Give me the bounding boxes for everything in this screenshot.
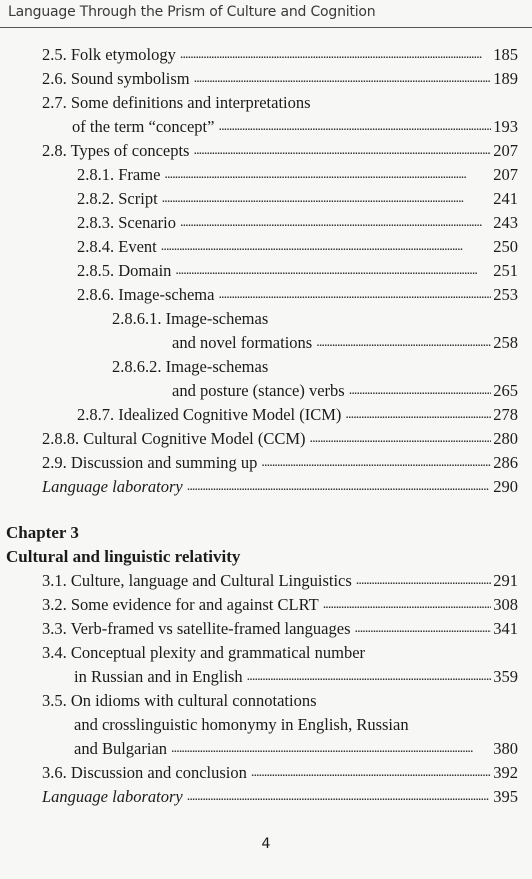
toc-number: 2.8. <box>42 141 67 160</box>
toc-number: 2.9. <box>42 453 67 472</box>
dot-leader <box>178 44 491 66</box>
chapter-title: Cultural and linguistic relativity <box>6 547 241 566</box>
toc-title: Sound symbolism <box>70 69 190 88</box>
toc-number: 2.8.1. <box>77 165 115 184</box>
dot-leader <box>354 570 491 592</box>
toc-entry <box>77 164 518 186</box>
dot-leader <box>162 164 491 186</box>
dot-leader <box>259 452 491 474</box>
toc-number: 2.6. <box>42 69 67 88</box>
dot-leader <box>308 428 492 450</box>
toc-entry <box>42 68 518 90</box>
toc-entry <box>42 476 518 498</box>
toc-number: 3.4. <box>42 643 67 662</box>
dot-leader <box>185 476 492 498</box>
toc-number: 2.5. <box>42 45 67 64</box>
toc-entry <box>42 140 518 162</box>
toc-title: Discussion and summing up <box>70 453 258 472</box>
toc-page: 241 <box>493 189 518 208</box>
chapter-label: Chapter 3 <box>6 523 79 542</box>
toc-number: 3.2. <box>42 595 67 614</box>
toc-number: 2.8.5. <box>77 261 115 280</box>
toc-title-line: and crosslinguistic homonymy in English, Russian <box>74 715 409 734</box>
toc-title-line: Some definitions and interpretations <box>70 93 311 112</box>
toc-title-line: Conceptual plexity and grammatical number <box>70 643 366 662</box>
toc-entry <box>74 666 518 688</box>
dot-leader <box>192 68 492 90</box>
toc-title: and novel formations <box>172 333 313 352</box>
toc-entry <box>42 618 518 640</box>
toc-entry <box>42 44 518 66</box>
toc-page: 395 <box>493 787 518 806</box>
toc-number: 2.8.8. <box>42 429 80 448</box>
toc-page: 185 <box>493 45 518 64</box>
toc-number: 2.7. <box>42 93 67 112</box>
toc-entry <box>172 380 518 402</box>
toc-entry <box>42 594 518 616</box>
toc-title: Some evidence for and against CLRT <box>70 595 319 614</box>
toc-page: 207 <box>493 141 518 160</box>
toc-page: 251 <box>493 261 518 280</box>
dot-leader <box>160 188 492 210</box>
toc-entry-line <box>112 356 268 378</box>
toc-title: Script <box>118 189 158 208</box>
toc-title: Idealized Cognitive Model (ICM) <box>118 405 342 424</box>
toc-entry <box>77 404 518 426</box>
dot-leader <box>173 260 491 282</box>
toc-entry <box>42 762 518 784</box>
toc-page: 207 <box>493 165 518 184</box>
toc-page: 258 <box>493 333 518 352</box>
toc-number: 3.1. <box>42 571 67 590</box>
toc-entry <box>172 332 518 354</box>
toc-entry <box>77 284 518 306</box>
toc-title: in Russian and in English <box>74 667 243 686</box>
toc-entry-line <box>42 690 317 712</box>
toc-title: Discussion and conclusion <box>70 763 247 782</box>
toc-number: 3.5. <box>42 691 67 710</box>
toc-number: 2.8.6.2. <box>112 357 162 376</box>
toc-page: 278 <box>493 405 518 424</box>
toc-page: 280 <box>493 429 518 448</box>
toc-page: 193 <box>493 117 518 136</box>
toc-title: Culture, language and Cultural Linguistics <box>70 571 352 590</box>
toc-page: 308 <box>493 595 518 614</box>
toc-title: Scenario <box>118 213 176 232</box>
toc-title: Folk etymology <box>70 45 176 64</box>
toc-page: 253 <box>493 285 518 304</box>
toc-page: 250 <box>493 237 518 256</box>
toc-number: 2.8.4. <box>77 237 115 256</box>
running-header: Language Through the Prism of Culture and Cognition <box>8 4 376 20</box>
toc-title: and Bulgarian <box>74 739 168 758</box>
toc-title: Frame <box>118 165 161 184</box>
toc-title: Event <box>118 237 157 256</box>
toc-entry-line <box>42 642 365 664</box>
dot-leader <box>347 380 492 402</box>
dot-leader <box>249 762 491 784</box>
toc-title: Verb-framed vs satellite-framed languages <box>70 619 351 638</box>
dot-leader <box>343 404 491 426</box>
toc-entry <box>77 260 518 282</box>
toc-page: 380 <box>493 739 518 758</box>
toc-number: 2.8.3. <box>77 213 115 232</box>
toc-title: Language laboratory <box>42 787 183 806</box>
dot-leader <box>216 284 491 306</box>
toc-number: 2.8.6.1. <box>112 309 162 328</box>
toc-number: 2.8.2. <box>77 189 115 208</box>
toc-entry-line <box>42 92 311 114</box>
page-number: 4 <box>261 836 271 852</box>
toc-entry <box>72 116 518 138</box>
toc-title: Image-schema <box>118 285 215 304</box>
toc-page: 243 <box>493 213 518 232</box>
header-rule <box>0 27 532 28</box>
toc-title-line: On idioms with cultural connotations <box>70 691 317 710</box>
toc-entry <box>42 786 518 808</box>
toc-title: and posture (stance) verbs <box>172 381 345 400</box>
toc-page: 291 <box>493 571 518 590</box>
toc-page: 286 <box>493 453 518 472</box>
toc-page: 265 <box>493 381 518 400</box>
toc-entry <box>42 452 518 474</box>
toc-page: 290 <box>493 477 518 496</box>
toc-entry-line <box>74 714 409 736</box>
toc-page: 392 <box>493 763 518 782</box>
toc-title: Types of concepts <box>70 141 190 160</box>
toc-title: Domain <box>118 261 172 280</box>
toc-title-line: Image-schemas <box>165 357 269 376</box>
toc-number: 3.6. <box>42 763 67 782</box>
toc-number: 3.3. <box>42 619 67 638</box>
dot-leader <box>353 618 492 640</box>
dot-leader <box>159 236 492 258</box>
dot-leader <box>321 594 492 616</box>
dot-leader <box>191 140 491 162</box>
dot-leader <box>185 786 492 808</box>
dot-leader <box>216 116 491 138</box>
toc-page: 359 <box>493 667 518 686</box>
toc-title: Language laboratory <box>42 477 183 496</box>
toc-title-line: Image-schemas <box>165 309 269 328</box>
toc-entry <box>77 236 518 258</box>
toc-title: Cultural Cognitive Model (CCM) <box>83 429 306 448</box>
toc-title: of the term “concept” <box>72 117 215 136</box>
toc-page: 341 <box>493 619 518 638</box>
toc-number: 2.8.7. <box>77 405 115 424</box>
toc-entry <box>74 738 518 760</box>
dot-leader <box>314 332 491 354</box>
toc-entry <box>77 212 518 234</box>
dot-leader <box>178 212 491 234</box>
toc-number: 2.8.6. <box>77 285 115 304</box>
toc-entry-line <box>112 308 268 330</box>
dot-leader <box>169 738 491 760</box>
toc-entry <box>42 570 518 592</box>
toc-entry <box>42 428 518 450</box>
toc-page: 189 <box>493 69 518 88</box>
dot-leader <box>245 666 492 688</box>
toc-entry <box>77 188 518 210</box>
